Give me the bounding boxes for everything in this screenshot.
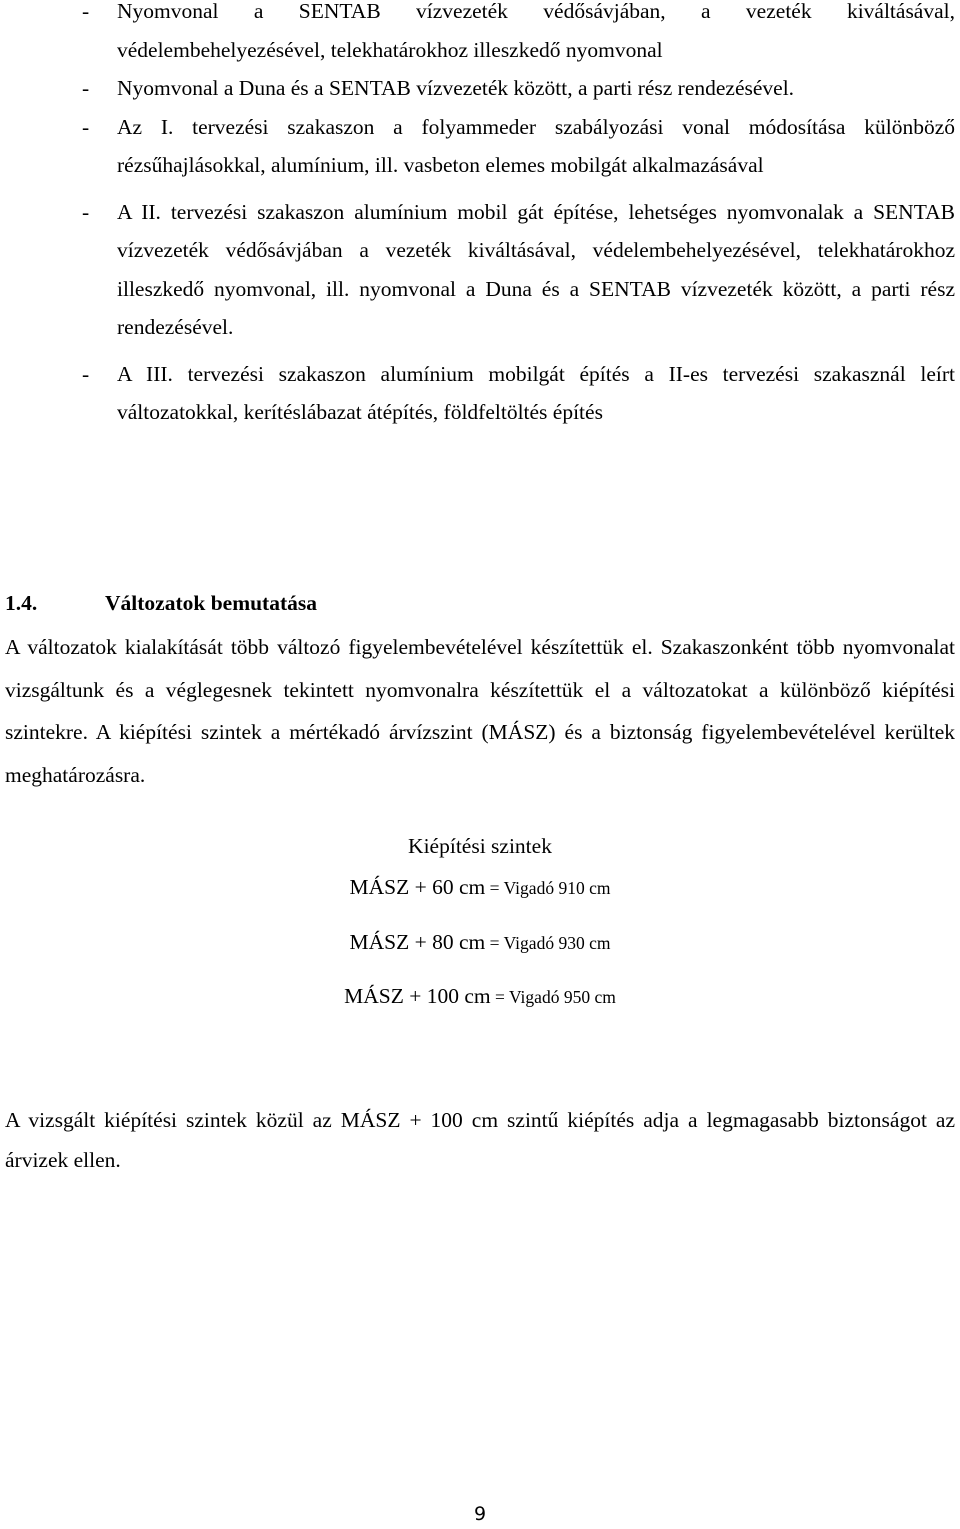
level-value: MÁSZ + 80 cm xyxy=(349,930,486,954)
list-item-text: Az I. tervezési szakaszon a folyammeder szabályozási vonal módosítása különböző rézsűhajlásokkal, alumínium, ill. vasbeton elemes mobilgát alkalmazásával xyxy=(117,114,955,177)
level-value: MÁSZ + 100 cm xyxy=(344,984,491,1008)
list-item-text: A II. tervezési szakaszon alumínium mobil gát építése, lehetséges nyomvonalak a SENTAB vízvezeték védősávjában a vezeték kiváltásával, védelembehelyezésével, telekhatárokhoz illeszkedő nyomvonal, ill. nyomvonal a Duna és a SENTAB vízvezeték között, a parti rész rendezésével. xyxy=(117,199,955,339)
list-item xyxy=(0,108,960,185)
list-dash: - xyxy=(82,76,90,100)
variant-bullet-list xyxy=(0,0,960,432)
list-item xyxy=(0,193,960,347)
list-dash: - xyxy=(82,361,90,386)
section-heading xyxy=(5,588,317,618)
list-item xyxy=(0,69,960,108)
level-line xyxy=(0,927,960,958)
levels-title: Kiépítési szintek xyxy=(408,834,552,858)
list-item xyxy=(0,0,960,69)
level-equivalent: = Vigadó 910 cm xyxy=(485,878,611,898)
list-item-text: Nyomvonal a SENTAB vízvezeték védősávjában, a vezeték kiváltásával, védelembehelyezésével, telekhatárokhoz illeszkedő nyomvonal xyxy=(117,0,955,62)
conclusion-paragraph: A vizsgált kiépítési szintek közül az MÁSZ + 100 cm szintű kiépítés adja a legmagasabb biztonságot az árvizek ellen. xyxy=(5,1108,955,1172)
level-equivalent: = Vigadó 950 cm xyxy=(490,987,616,1007)
list-dash: - xyxy=(82,114,90,139)
level-value: MÁSZ + 60 cm xyxy=(349,875,486,899)
page-number: 9 xyxy=(473,1503,487,1525)
list-item-text: A III. tervezési szakaszon alumínium mobilgát építés a II-es tervezési szakasznál leírt változatokkal, kerítéslábazat átépítés, földfeltöltés építés xyxy=(117,361,955,424)
section-title: Változatok bemutatása xyxy=(105,591,317,615)
level-line xyxy=(0,872,960,903)
section-number: 1.4. xyxy=(5,591,38,615)
list-dash: - xyxy=(82,0,90,23)
list-dash: - xyxy=(82,199,90,224)
list-item xyxy=(0,355,960,432)
intro-paragraph: A változatok kialakítását több változó figyelembevételével készítettük el. Szakaszonként több nyomvonalat vizsgáltunk és a véglegesnek tekintett nyomvonalra készítettük el a változatokat a különböző kiépítési szintekre. A kiépítési szintek a mértékadó árvízszint (MÁSZ) és a biztonság figyelembevételével kerültek meghatározásra. xyxy=(5,635,955,787)
list-item-text: Nyomvonal a Duna és a SENTAB vízvezeték között, a parti rész rendezésével. xyxy=(117,76,795,100)
level-equivalent: = Vigadó 930 cm xyxy=(485,933,611,953)
level-line xyxy=(0,981,960,1012)
